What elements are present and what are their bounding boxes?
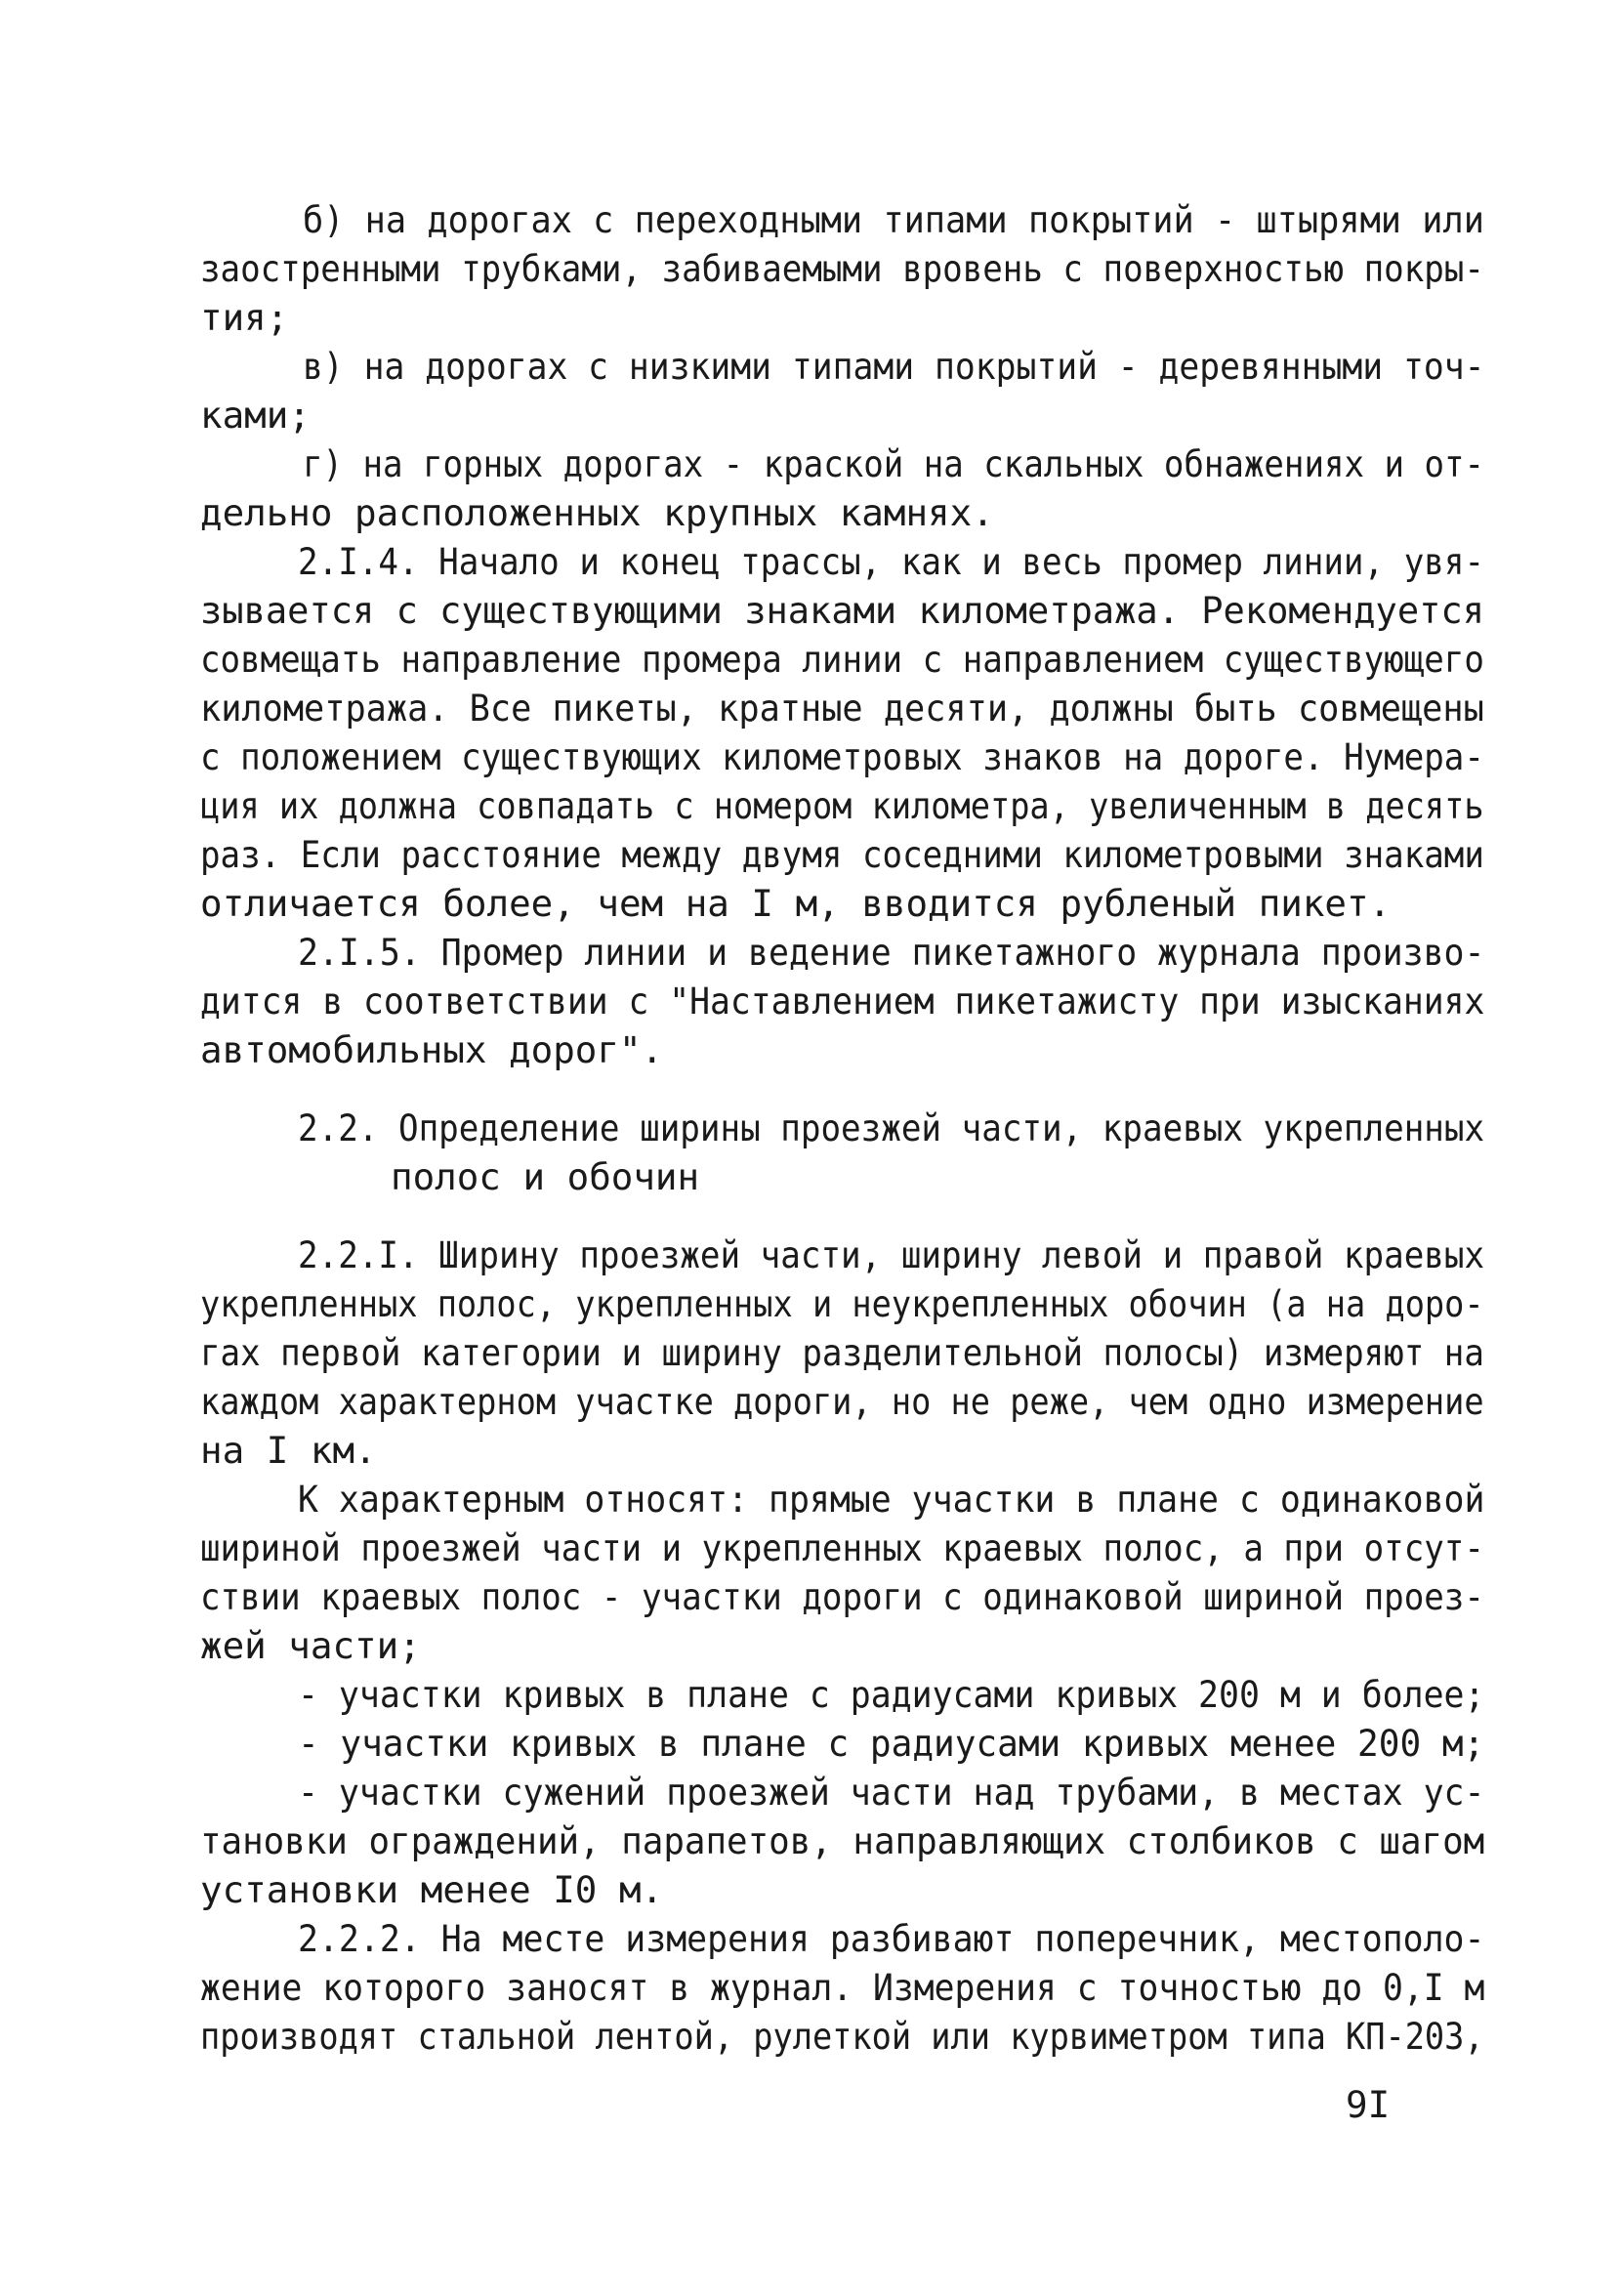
- text-line: ция их должна совпадать с номером километра, увеличенным в десять: [200, 784, 1484, 827]
- list-item: - участки сужений проезжей части над трубами, в местах ус-: [298, 1771, 1485, 1814]
- text-line: на I км.: [200, 1429, 377, 1472]
- text-line: отличается более, чем на I м, вводится рубленый пикет.: [200, 882, 1392, 925]
- section-heading: полос и обочин: [391, 1155, 700, 1198]
- text-line: тановки ограждений, парапетов, направляющих столбиков с шагом: [200, 1819, 1485, 1862]
- section-heading: 2.2. Определение ширины проезжей части, краевых укрепленных: [298, 1106, 1485, 1149]
- text-line: каждом характерном участке дороги, но не реже, чем одно измерение: [200, 1380, 1484, 1423]
- text-line: раз. Если расстояние между двумя соседними километровыми знаками: [200, 833, 1484, 876]
- text-line: 2.2.I. Ширину проезжей части, ширину левой и правой краевых: [298, 1233, 1485, 1276]
- text-line: установки менее I0 м.: [200, 1868, 664, 1911]
- text-line: жение которого заносят в журнал. Измерения с точностью до 0,I м: [200, 1966, 1485, 2009]
- text-line: б) на дорогах с переходными типами покрытий - штырями или: [303, 198, 1484, 241]
- text-line: дельно расположенных крупных камнях.: [200, 491, 994, 534]
- list-item: - участки кривых в плане с радиусами кривых менее 200 м;: [298, 1722, 1485, 1765]
- text-line: автомобильных дорог".: [200, 1028, 664, 1071]
- text-line: укрепленных полос, укрепленных и неукрепленных обочин (а на доро-: [200, 1282, 1484, 1325]
- text-line: ками;: [200, 394, 311, 437]
- text-line: зывается с существующими знаками километража. Рекомендуется: [200, 589, 1484, 632]
- text-line: 2.I.4. Начало и конец трассы, как и весь промер линии, увя-: [298, 540, 1485, 583]
- page-number: 9I: [1346, 2083, 1391, 2126]
- text-line: производят стальной лентой, рулеткой или курвиметром типа КП-203,: [200, 2015, 1484, 2058]
- text-line: шириной проезжей части и укрепленных краевых полос, а при отсут-: [200, 1526, 1484, 1569]
- text-line: дится в соответствии с "Наставлением пикетажисту при изысканиях: [200, 980, 1485, 1023]
- text-line: К характерным относят: прямые участки в плане с одинаковой: [298, 1478, 1485, 1521]
- text-line: гах первой категории и ширину разделительной полосы) измеряют на: [200, 1331, 1484, 1374]
- list-item: - участки кривых в плане с радиусами кривых 200 м и более;: [298, 1673, 1485, 1716]
- text-line: жей части;: [200, 1624, 421, 1667]
- text-line: 2.2.2. На месте измерения разбивают поперечник, местополо-: [298, 1917, 1485, 1960]
- text-line: 2.I.5. Промер линии и ведение пикетажного журнала произво-: [298, 931, 1485, 974]
- text-line: совмещать направление промера линии с направлением существующего: [200, 638, 1484, 681]
- text-line: г) на горных дорогах - краской на скальных обнажениях и от-: [303, 442, 1485, 485]
- text-line: тия;: [200, 296, 289, 339]
- text-line: заостренными трубками, забиваемыми вровень с поверхностью покры-: [200, 247, 1484, 290]
- text-line: километража. Все пикеты, кратные десяти, должны быть совмещены: [200, 687, 1484, 730]
- text-line: ствии краевых полос - участки дороги с одинаковой шириной проез-: [200, 1575, 1484, 1618]
- text-line: с положением существующих километровых знаков на дороге. Нумера-: [200, 735, 1484, 778]
- text-line: в) на дорогах с низкими типами покрытий - деревянными точ-: [303, 345, 1485, 388]
